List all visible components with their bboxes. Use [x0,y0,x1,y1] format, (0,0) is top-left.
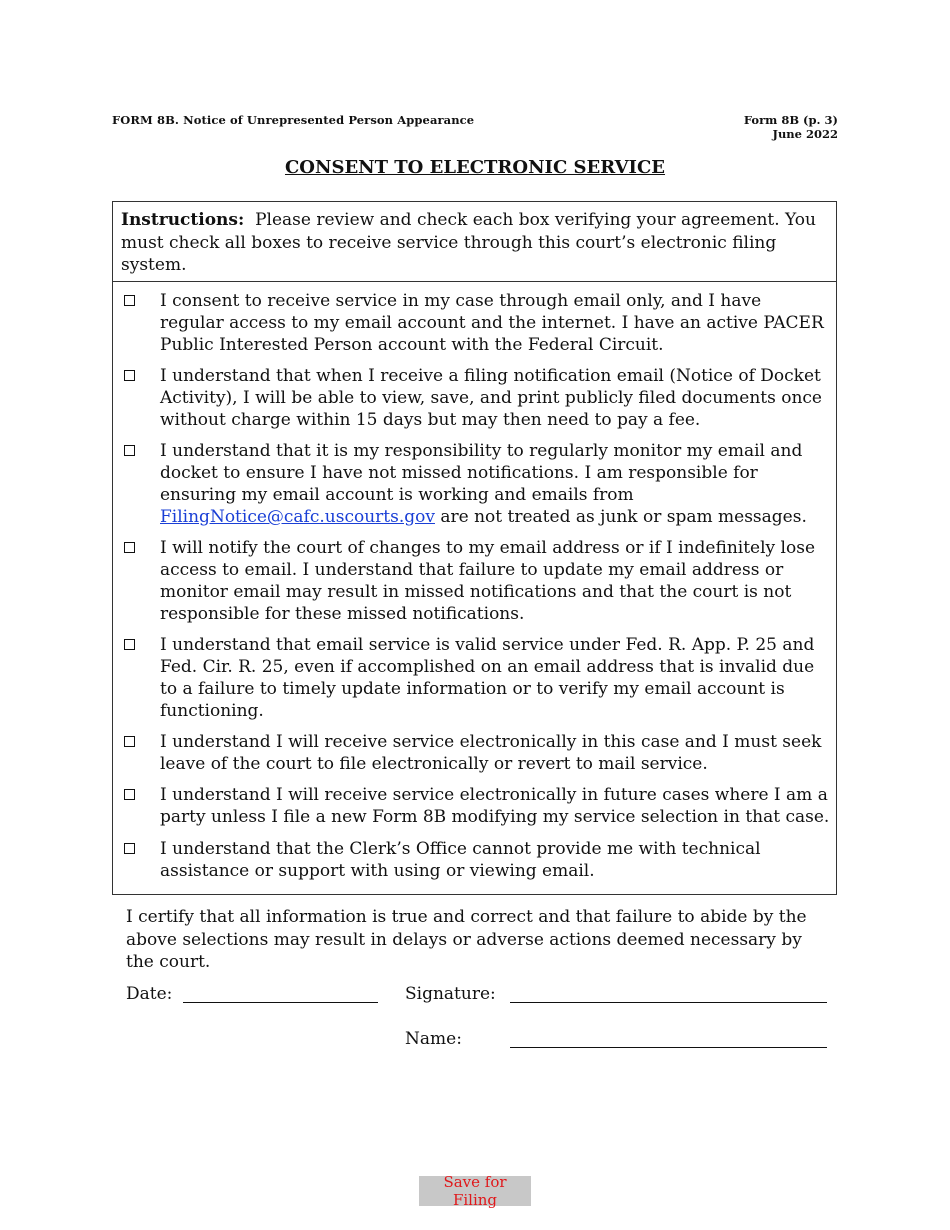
name-field[interactable] [510,1047,827,1048]
filing-notice-email-link[interactable]: FilingNotice@cafc.uscourts.gov [160,507,435,527]
consent-checkbox-4[interactable] [124,542,135,553]
consent-text-2: I understand that when I receive a filing notification email (Notice of Docket Activity), I will be able to view, save, and print publicly filed documents once without charge within 15 days but may then need to pay a fee. [160,366,822,430]
certification-text: I certify that all information is true and correct and that failure to abide by the above selections may result in delays or adverse actions deemed necessary by the court. [126,907,807,972]
instructions-label: Instructions: [121,210,245,230]
consent-box [112,201,837,895]
signature-label: Signature: [405,984,496,1004]
date-label: Date: [126,984,173,1004]
form-page-number: Form 8B (p. 3) [743,113,838,127]
consent-text-3-after: are not treated as junk or spam messages. [434,507,807,527]
consent-text-5: I understand that email service is valid service under Fed. R. App. P. 25 and Fed. Cir. R. 25, even if accomplished on an email address that is invalid due to a failure to timely update information or to verify my email account is functioning. [160,635,815,721]
instructions-divider [113,281,836,282]
form-revision-date: June 2022 [772,127,838,141]
consent-checkbox-6[interactable] [124,736,135,747]
name-label: Name: [405,1029,462,1049]
consent-text-6: I understand I will receive service electronically in this case and I must seek leave of the court to file electronically or revert to mail service. [160,732,822,774]
consent-checkbox-5[interactable] [124,639,135,650]
consent-checkbox-3[interactable] [124,445,135,456]
date-field[interactable] [183,1002,378,1003]
consent-text-3 [160,440,830,528]
save-for-filing-button[interactable]: Save for Filing [419,1176,531,1206]
consent-checkbox-7[interactable] [124,789,135,800]
consent-checkbox-1[interactable] [124,295,135,306]
signature-field[interactable] [510,1002,827,1003]
consent-text-7: I understand I will receive service electronically in future cases where I am a party unless I file a new Form 8B modifying my service selection in that case. [160,785,830,827]
consent-text-1: I consent to receive service in my case through email only, and I have regular access to my email account and the internet. I have an active PACER Public Interested Person account with the Federal Circuit. [160,291,824,355]
instructions [121,209,821,277]
consent-text-4: I will notify the court of changes to my email address or if I indefinitely lose access to email. I understand that failure to update my email address or monitor email may result in missed notifications and that the court is not responsible for these missed notifications. [160,538,815,624]
consent-checkbox-8[interactable] [124,843,135,854]
consent-text-3-before: I understand that it is my responsibility to regularly monitor my email and docket to ensure I have not missed notifications. I am responsible for ensuring my email account is working and emails from [160,441,803,505]
instructions-text: Please review and check each box verifying your agreement. You must check all boxes to receive service through this court’s electronic filing system. [121,210,816,275]
page-title: CONSENT TO ELECTRONIC SERVICE [284,157,666,178]
form-header-title: FORM 8B. Notice of Unrepresented Person Appearance [112,113,475,127]
consent-text-8: I understand that the Clerk’s Office cannot provide me with technical assistance or support with using or viewing email. [160,839,761,881]
consent-checkbox-2[interactable] [124,370,135,381]
form-header-page-info [744,113,838,141]
